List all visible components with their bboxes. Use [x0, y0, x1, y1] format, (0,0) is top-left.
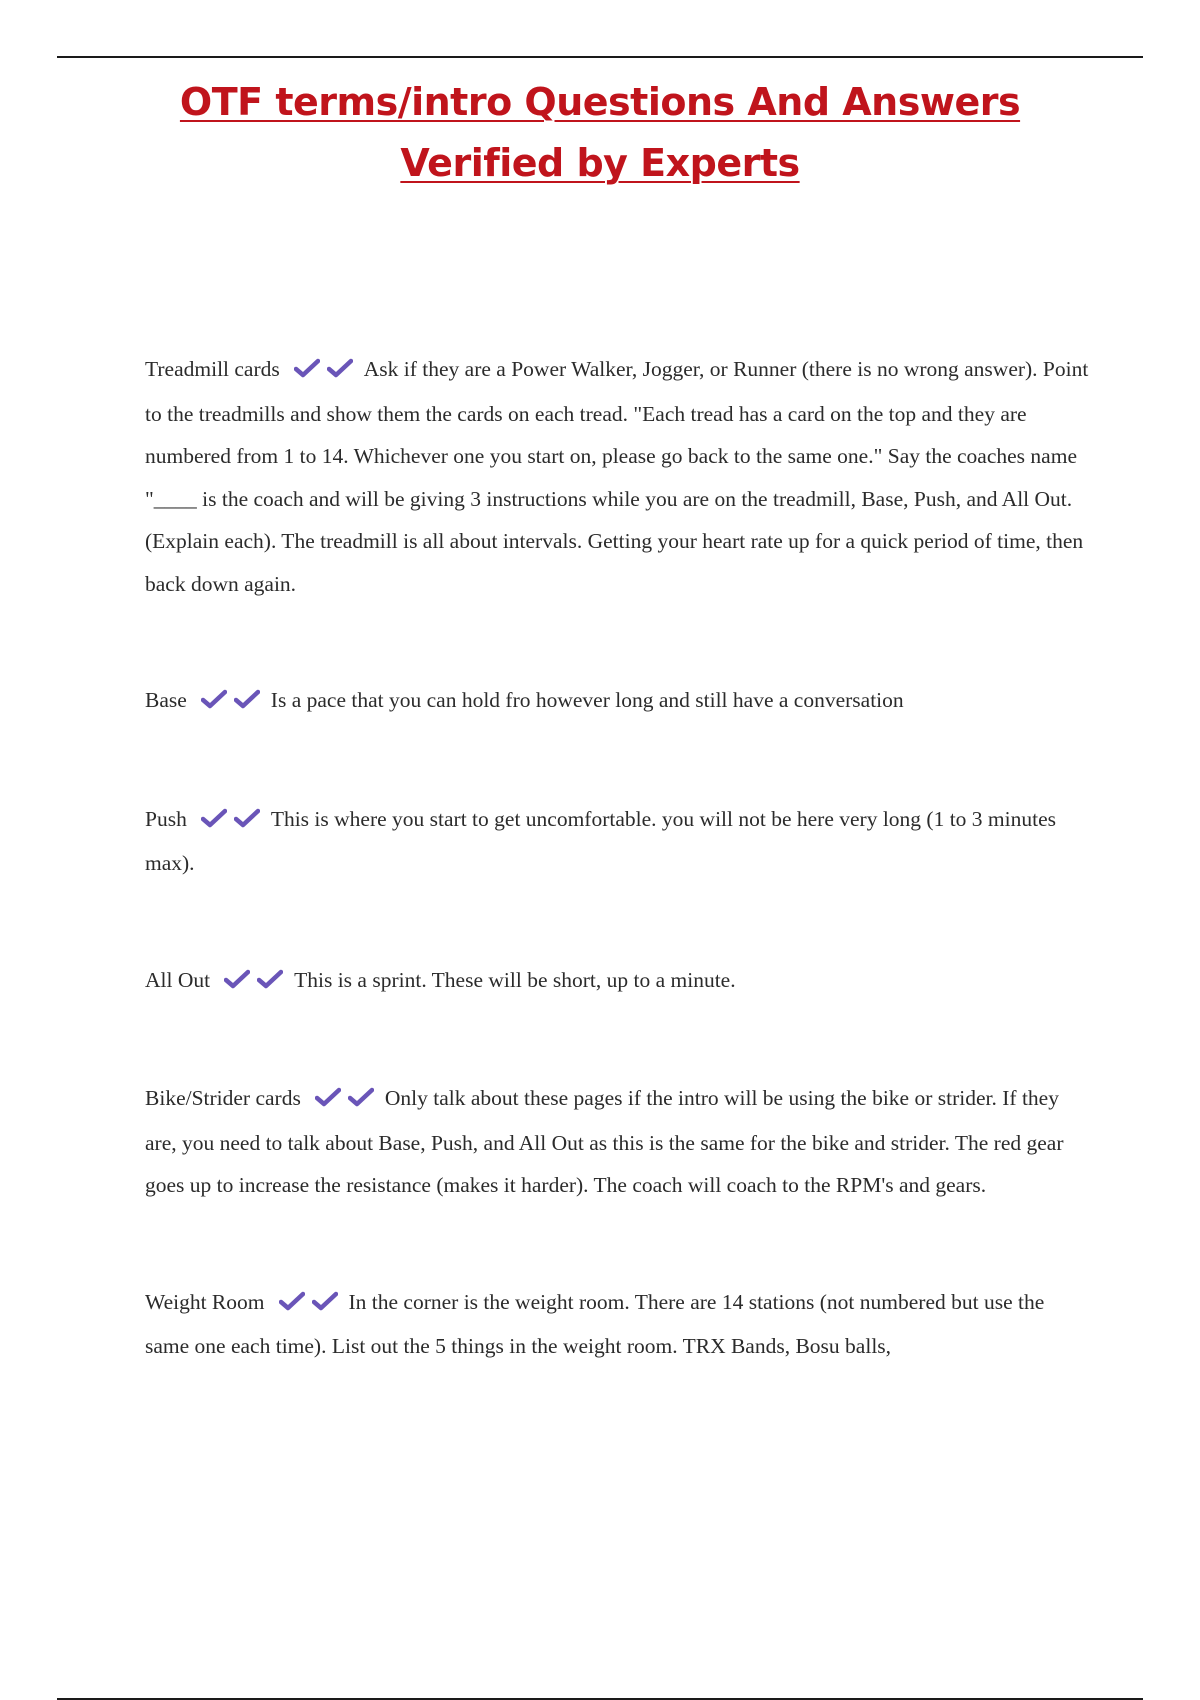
- qa-entry-all-out: [145, 959, 1090, 1004]
- qa-entry-push: [145, 798, 1090, 885]
- check-icon: [312, 1291, 338, 1311]
- check-icon: [279, 1291, 305, 1311]
- answer-text: In the corner is the weight room. There are 14 stations (not numbered but use the same one each time). List out the 5 things in the weight room. TRX Bands, Bosu balls,: [145, 1289, 1045, 1358]
- check-icon: [234, 808, 260, 828]
- term-label: Bike/Strider cards: [145, 1086, 301, 1110]
- qa-entry-bike-strider-cards: [145, 1077, 1090, 1207]
- check-icon: [201, 689, 227, 709]
- term-label: Weight Room: [145, 1289, 265, 1314]
- check-icon: [327, 358, 353, 378]
- qa-entry-weight-room: [145, 1281, 1090, 1368]
- check-icon: [201, 808, 227, 828]
- check-icon: [257, 969, 283, 989]
- answer-text: Is a pace that you can hold fro however long and still have a conversation: [270, 688, 904, 712]
- check-marks: [201, 681, 267, 724]
- qa-entry-treadmill-cards: [145, 348, 1090, 605]
- title-line-2: Verified by Experts: [400, 141, 800, 185]
- title-line-1: OTF terms/intro Questions And Answers: [179, 80, 1021, 124]
- term-label: Base: [145, 688, 187, 712]
- top-rule: [57, 56, 1143, 58]
- document-title: [0, 76, 1200, 198]
- qa-list: [145, 348, 1090, 1368]
- check-marks: [315, 1079, 381, 1122]
- term-label: Push: [145, 806, 187, 831]
- answer-text: Only talk about these pages if the intro will be using the bike or strider. If they are, you need to talk about Base, Push, and All Out as this is the same for the bike and strider. The red gear goes up to increase the resistance (makes it harder). The coach will coach to the RPM's and gears.: [145, 1086, 1064, 1197]
- check-marks: [279, 1283, 345, 1326]
- check-marks: [294, 350, 360, 393]
- check-icon: [315, 1087, 341, 1107]
- check-icon: [234, 689, 260, 709]
- answer-text: Ask if they are a Power Walker, Jogger, or Runner (there is no wrong answer). Point to the treadmills and show them the cards on each tread. "Each tread has a card on the top and they are numbered from 1 to 14. Whichever one you start on, please go back to the same one." Say the coaches name "____ is the coach and will be giving 3 instructions while you are on the treadmill, Base, Push, and All Out. (Explain each). The treadmill is all about intervals. Getting your heart rate up for a quick period of time, then back down again.: [145, 357, 1089, 596]
- answer-text: This is a sprint. These will be short, up to a minute.: [294, 967, 736, 992]
- answer-text: This is where you start to get uncomfortable. you will not be here very long (1 to 3 minutes max).: [145, 806, 1057, 875]
- check-icon: [294, 358, 320, 378]
- check-icon: [348, 1087, 374, 1107]
- qa-entry-base: [145, 679, 1090, 724]
- term-label: Treadmill cards: [145, 357, 280, 381]
- check-marks: [201, 800, 267, 843]
- check-icon: [224, 969, 250, 989]
- term-label: All Out: [145, 967, 211, 992]
- check-marks: [224, 961, 290, 1004]
